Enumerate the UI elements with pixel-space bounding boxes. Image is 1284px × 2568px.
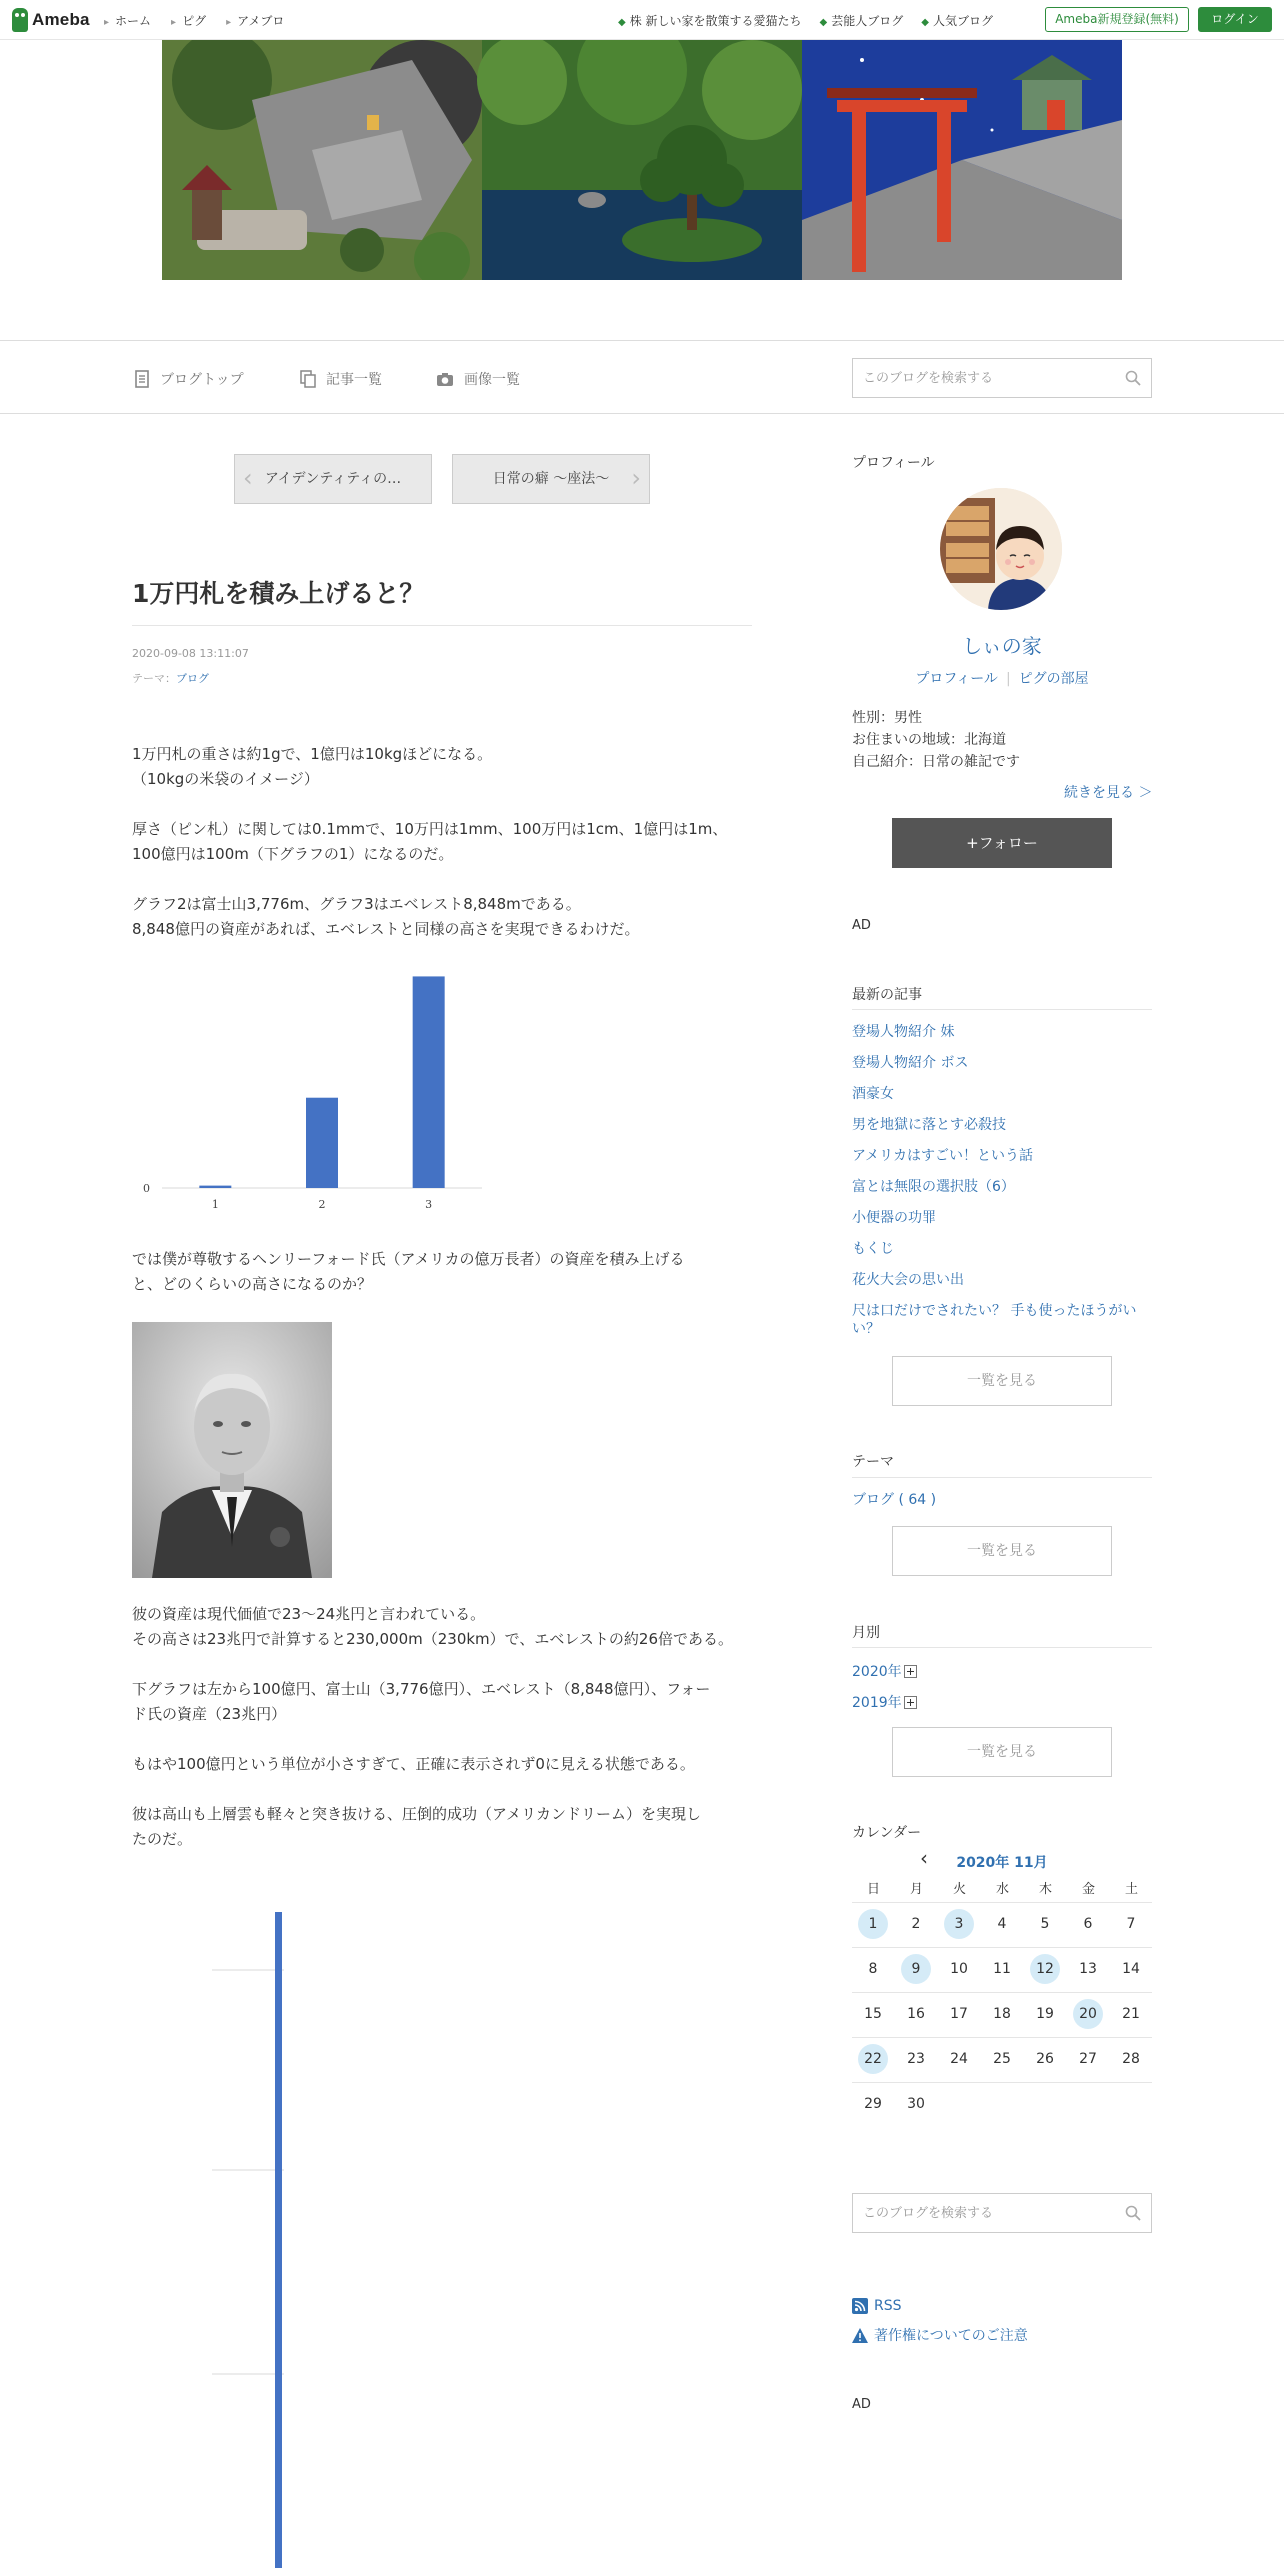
copyright-label: 著作権についてのご注意: [874, 2328, 1028, 2344]
calendar-day[interactable]: 9: [901, 1954, 931, 1984]
profile-links: [852, 668, 1152, 688]
calendar-weekday: 水: [995, 1882, 1009, 1897]
calendar-day: 4: [997, 1916, 1007, 1932]
profile-gender: 性別：男性: [852, 710, 922, 726]
theme-divider: [852, 1477, 1152, 1478]
calendar-day: 5: [1040, 1916, 1050, 1932]
ad-label-bottom: AD: [852, 2397, 871, 2412]
link-separator: |: [1005, 671, 1011, 687]
text-line: ド氏の資産（23兆円）: [132, 1705, 287, 1723]
paragraph-5: [132, 1602, 757, 1652]
text-line: その高さは23兆円で計算すると230,000m（230km）で、エベレストの約26倍である。: [132, 1630, 733, 1648]
calendar-day: 17: [950, 2006, 968, 2022]
text-line: 彼の資産は現代価値で23～24兆円と言われている。: [132, 1605, 486, 1623]
text-line: と、どのくらいの高さになるのか？: [132, 1275, 373, 1293]
search-icon[interactable]: [1125, 370, 1141, 386]
calendar-day: 14: [1122, 1961, 1140, 1977]
recent-entry[interactable]: 小便器の功罪: [852, 1210, 936, 1226]
calendar-day: 15: [864, 2006, 882, 2022]
nav-blog-top[interactable]: [134, 369, 244, 389]
nav-blog-top-label: ブログトップ: [160, 372, 244, 388]
rss-link[interactable]: [852, 2298, 902, 2314]
header-illustration: [162, 40, 1122, 280]
blog-search-input-sidebar[interactable]: [853, 2194, 1103, 2232]
text-line: もはや100億円という単位が小さすぎて、正確に表示されず0に見える状態である。: [132, 1755, 695, 1773]
theme-link[interactable]: ブログ: [176, 672, 209, 685]
blog-name[interactable]: しぃの家: [962, 634, 1042, 658]
calendar-weekday: 金: [1081, 1882, 1095, 1897]
avatar-image: [940, 488, 1062, 610]
nav-image-list[interactable]: [436, 369, 520, 389]
bar: [199, 1186, 231, 1188]
calendar-day[interactable]: 1: [858, 1909, 888, 1939]
calendar-day: 24: [950, 2051, 968, 2067]
calendar-day[interactable]: 20: [1073, 1999, 1103, 2029]
calendar-day: 6: [1083, 1916, 1093, 1932]
chevron-right-icon: ›: [631, 464, 641, 492]
prev-entry-label: アイデンティティの…: [264, 471, 402, 487]
pigg-room-link[interactable]: ピグの部屋: [1018, 671, 1089, 687]
calendar-day: 25: [993, 2051, 1011, 2067]
theme-blog-link[interactable]: ブログ ( 64 ): [852, 1492, 937, 1508]
calendar-weekday: 土: [1124, 1882, 1138, 1897]
recent-entry[interactable]: 富とは無限の選択肢（6）: [852, 1179, 1015, 1195]
calendar-day[interactable]: 3: [944, 1909, 974, 1939]
bar-chart-ford: [132, 1900, 562, 2568]
warning-icon: [852, 2328, 868, 2343]
monthly-list-button[interactable]: 一覧を見る: [892, 1727, 1112, 1777]
calendar-month-title: 2020年 11月: [956, 1855, 1048, 1871]
calendar-row-divider: [852, 1902, 1152, 1903]
calendar-day: 29: [864, 2096, 882, 2112]
blog-search-top: [852, 358, 1152, 398]
paragraph-4: [132, 1247, 757, 1297]
nav-home[interactable]: ▸ ホーム: [104, 12, 151, 29]
nav-pigg[interactable]: ▸ ピグ: [171, 12, 206, 29]
text-line: では僕が尊敬するヘンリーフォード氏（アメリカの億万長者）の資産を積み上げる: [132, 1250, 685, 1268]
follow-button[interactable]: +フォロー: [892, 818, 1112, 868]
calendar-day: 23: [907, 2051, 925, 2067]
text-line: 厚さ（ピン札）に関しては0.1mmで、10万円は1mm、100万円は1cm、1億円は1m、: [132, 820, 728, 838]
calendar-heading: カレンダー: [852, 1825, 922, 1841]
prev-entry-button[interactable]: [234, 454, 432, 504]
calendar-day: 19: [1036, 2006, 1054, 2022]
text-line: 下グラフは左から100億円、富士山（3,776億円）、エベレスト（8,848億円）、フォー: [132, 1680, 711, 1698]
text-line: 1万円札の重さは約1gで、1億円は10kgほどになる。: [132, 745, 493, 763]
paragraph-7: [132, 1752, 757, 1777]
calendar-prev-icon[interactable]: ‹: [920, 1846, 928, 1870]
recent-entry[interactable]: [852, 1302, 1152, 1338]
recent-entry[interactable]: 登場人物紹介 ボス: [852, 1055, 969, 1071]
profile-intro: 自己紹介：日常の雑記です: [852, 754, 1020, 770]
bar-chart-heights: [132, 960, 492, 1220]
text-line: たのだ。: [132, 1830, 193, 1848]
recent-heading: 最新の記事: [852, 987, 922, 1003]
global-nav: [104, 12, 284, 29]
nav-image-list-label: 画像一覧: [464, 372, 520, 388]
nav-ameblo[interactable]: ▸ アメブロ: [226, 12, 284, 29]
paragraph-1: [132, 742, 757, 792]
recent-entry[interactable]: 登場人物紹介 妹: [852, 1024, 955, 1040]
login-button[interactable]: ログイン: [1198, 7, 1272, 32]
month-2019[interactable]: [852, 1692, 917, 1712]
x-tick-label: 3: [425, 1198, 433, 1211]
recent-entry-line: 尺は口だけでされたい？ 手も使ったほうがい: [852, 1303, 1137, 1319]
promo-link-cats[interactable]: ◆ 株 新しい家を散策する愛猫たち: [618, 12, 802, 29]
x-tick-label: 2: [318, 1198, 326, 1211]
calendar-day: 11: [993, 1961, 1011, 1977]
global-header: [0, 0, 1284, 40]
search-icon[interactable]: [1125, 2205, 1141, 2221]
recent-entry[interactable]: 酒豪女: [852, 1086, 894, 1102]
bar: [306, 1098, 338, 1188]
y-tick-label: 0: [143, 1182, 150, 1195]
entry-title: 1万円札を積み上げると？: [132, 579, 425, 608]
ameba-logo[interactable]: [12, 8, 90, 32]
text-line: 100億円は100m（下グラフの1）になるのだ。: [132, 845, 454, 863]
recent-divider: [852, 1009, 1152, 1010]
entry-theme: [132, 670, 209, 686]
profile-avatar[interactable]: [940, 488, 1062, 610]
promo-link-celebrity[interactable]: ◆ 芸能人ブログ: [820, 12, 904, 29]
blog-navigation: [0, 340, 1284, 414]
blog-search-input-top[interactable]: [853, 359, 1103, 397]
text-line: （10kgの米袋のイメージ）: [132, 770, 319, 788]
text-line: 彼は高山も上層雲も軽々と突き抜ける、圧倒的成功（アメリカンドリーム）を実現し: [132, 1805, 701, 1823]
expand-icon[interactable]: [904, 1665, 917, 1678]
expand-icon[interactable]: [904, 1696, 917, 1709]
bar: [275, 1912, 282, 2568]
camera-icon: [436, 370, 454, 388]
month-2020[interactable]: [852, 1661, 917, 1681]
rss-label: RSS: [874, 2298, 902, 2314]
register-button[interactable]: Ameba新規登録(無料): [1045, 7, 1189, 32]
nav-entry-list-label: 記事一覧: [326, 372, 382, 388]
calendar-row-divider: [852, 1947, 1152, 1948]
document-icon: [134, 370, 150, 388]
calendar-day: 26: [1036, 2051, 1054, 2067]
promo-links: [618, 12, 993, 29]
calendar-day: 8: [868, 1961, 878, 1977]
calendar-weekday: 木: [1038, 1882, 1052, 1897]
recent-list-button[interactable]: 一覧を見る: [892, 1356, 1112, 1406]
monthly-divider: [852, 1647, 1152, 1648]
henry-ford-photo[interactable]: [132, 1322, 332, 1578]
calendar-weekday: 火: [952, 1882, 966, 1897]
blog-search-sidebar: [852, 2193, 1152, 2233]
chevron-left-icon: ‹: [243, 464, 253, 492]
paragraph-2: [132, 817, 757, 867]
paragraph-8: [132, 1802, 757, 1852]
theme-list-button[interactable]: 一覧を見る: [892, 1526, 1112, 1576]
ameba-logo-icon: [12, 8, 28, 32]
monthly-heading: 月別: [852, 1625, 880, 1641]
calendar-day: 7: [1126, 1916, 1136, 1932]
calendar-day: 10: [950, 1961, 968, 1977]
month-label: 2019年: [852, 1695, 902, 1711]
theme-heading: テーマ: [852, 1454, 894, 1470]
recent-entry[interactable]: 花火大会の思い出: [852, 1272, 964, 1288]
next-entry-button[interactable]: [452, 454, 650, 504]
calendar-weekday: 月: [909, 1882, 923, 1897]
title-divider: [132, 625, 752, 626]
text-line: グラフ2は富士山3,776m、グラフ3はエベレスト8,848mである。: [132, 895, 581, 913]
month-label: 2020年: [852, 1664, 902, 1680]
copy-icon: [300, 370, 316, 388]
x-tick-label: 1: [211, 1198, 219, 1211]
copyright-link[interactable]: [852, 2325, 1028, 2345]
calendar-day: 28: [1122, 2051, 1140, 2067]
nav-entry-list[interactable]: [300, 369, 382, 389]
profile-link[interactable]: プロフィール: [915, 671, 998, 687]
calendar-day[interactable]: 22: [858, 2044, 888, 2074]
calendar-row-divider: [852, 2082, 1152, 2083]
calendar-row-divider: [852, 2037, 1152, 2038]
bar: [413, 976, 445, 1188]
calendar-weekday: 日: [866, 1882, 880, 1897]
next-entry-label: 日常の癖 ～座法～: [492, 471, 610, 487]
blog-header-image[interactable]: [162, 40, 1122, 280]
paragraph-3: [132, 892, 757, 942]
calendar-day: 30: [907, 2096, 925, 2112]
profile-heading: プロフィール: [852, 455, 935, 471]
calendar-day[interactable]: 12: [1030, 1954, 1060, 1984]
ad-label: AD: [852, 918, 871, 933]
read-more-link[interactable]: 続きを見る ＞: [1064, 785, 1153, 801]
recent-entry-line: い？: [852, 1321, 880, 1337]
logo-text: Ameba: [32, 10, 90, 29]
calendar-day: 13: [1079, 1961, 1097, 1977]
calendar-day: 2: [911, 1916, 921, 1932]
theme-prefix: テーマ：: [132, 672, 176, 685]
paragraph-6: [132, 1677, 757, 1727]
calendar-day: 21: [1122, 2006, 1140, 2022]
portrait-image: [132, 1322, 332, 1578]
calendar-day: 18: [993, 2006, 1011, 2022]
text-line: 8,848億円の資産があれば、エベレストと同様の高さを実現できるわけだ。: [132, 920, 640, 938]
promo-link-popular[interactable]: ◆ 人気ブログ: [921, 12, 993, 29]
recent-entry[interactable]: 男を地獄に落とす必殺技: [852, 1117, 1006, 1133]
recent-entry[interactable]: アメリカはすごい！という話: [852, 1148, 1034, 1164]
rss-icon: [852, 2298, 868, 2314]
recent-entry[interactable]: もくじ: [852, 1241, 894, 1257]
calendar-day: 16: [907, 2006, 925, 2022]
profile-region: お住まいの地域：北海道: [852, 732, 1006, 748]
calendar-day: 27: [1079, 2051, 1097, 2067]
calendar-row-divider: [852, 1992, 1152, 1993]
entry-date: 2020-09-08 13:11:07: [132, 647, 249, 660]
